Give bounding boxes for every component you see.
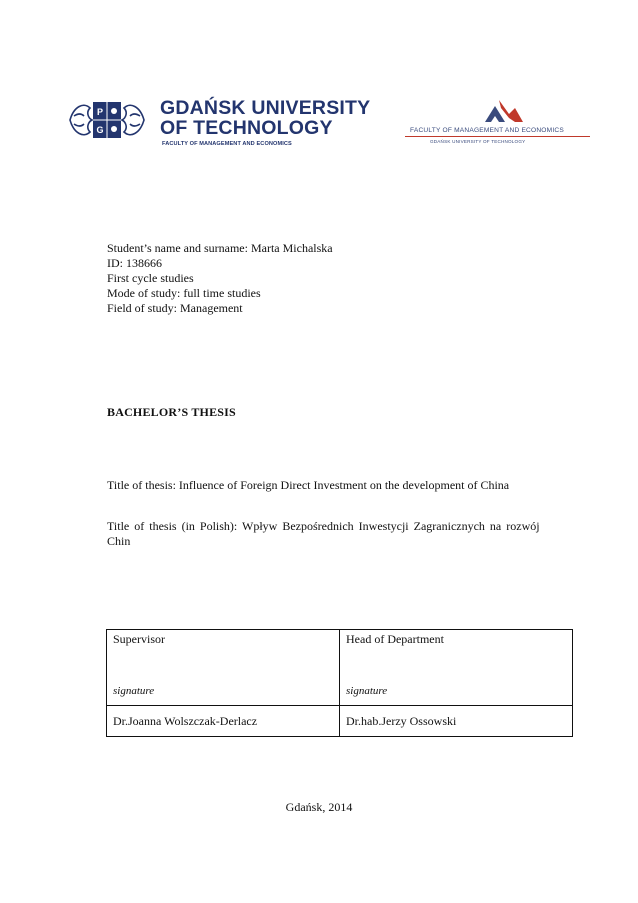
thesis-type-heading: BACHELOR’S THESIS (107, 405, 236, 419)
names-row (107, 706, 573, 737)
supervisor-label: Supervisor (113, 632, 165, 646)
head-signature-cell (340, 630, 573, 706)
faculty-divider (405, 136, 590, 137)
university-name (160, 98, 370, 138)
supervisor-name: Dr.Joanna Wolszczak-Derlacz (107, 706, 340, 737)
student-id-line: ID: 138666 (107, 256, 162, 270)
university-name-line1: GDAŃSK UNIVERSITY (160, 97, 371, 119)
head-signature-label: signature (346, 685, 388, 697)
thesis-title-polish: Title of thesis (in Polish): Wpływ Bezpośrednich Inwestycji Zagranicznych na rozwój Chin (107, 519, 540, 548)
faculty-university-name: GDAŃSK UNIVERSITY OF TECHNOLOGY (430, 139, 526, 144)
supervisor-signature-label: signature (113, 685, 155, 697)
gdansk-university-logo (68, 96, 371, 156)
head-of-department-label: Head of Department (346, 632, 444, 646)
student-name-line: Student’s name and surname: Marta Michalska (107, 241, 333, 255)
university-crest-icon (68, 98, 146, 142)
signature-row (107, 630, 573, 706)
signature-table (106, 629, 573, 737)
university-faculty-label: FACULTY OF MANAGEMENT AND ECONOMICS (162, 141, 292, 147)
student-info (107, 241, 333, 316)
faculty-emblem-icon (475, 96, 525, 126)
study-cycle-line: First cycle studies (107, 271, 194, 285)
faculty-name: FACULTY OF MANAGEMENT AND ECONOMICS (410, 127, 564, 134)
thesis-title-english: Title of thesis: Influence of Foreign Direct Investment on the development of China (107, 478, 510, 492)
study-mode-line: Mode of study: full time studies (107, 286, 261, 300)
head-of-department-name: Dr.hab.Jerzy Ossowski (340, 706, 573, 737)
study-field-line: Field of study: Management (107, 301, 243, 315)
svg-text:G: G (96, 125, 104, 135)
university-name-line2: OF TECHNOLOGY (160, 117, 333, 139)
svg-text:P: P (96, 107, 104, 117)
place-and-date: Gdańsk, 2014 (285, 800, 353, 814)
supervisor-signature-cell (107, 630, 340, 706)
faculty-logo (405, 96, 595, 156)
